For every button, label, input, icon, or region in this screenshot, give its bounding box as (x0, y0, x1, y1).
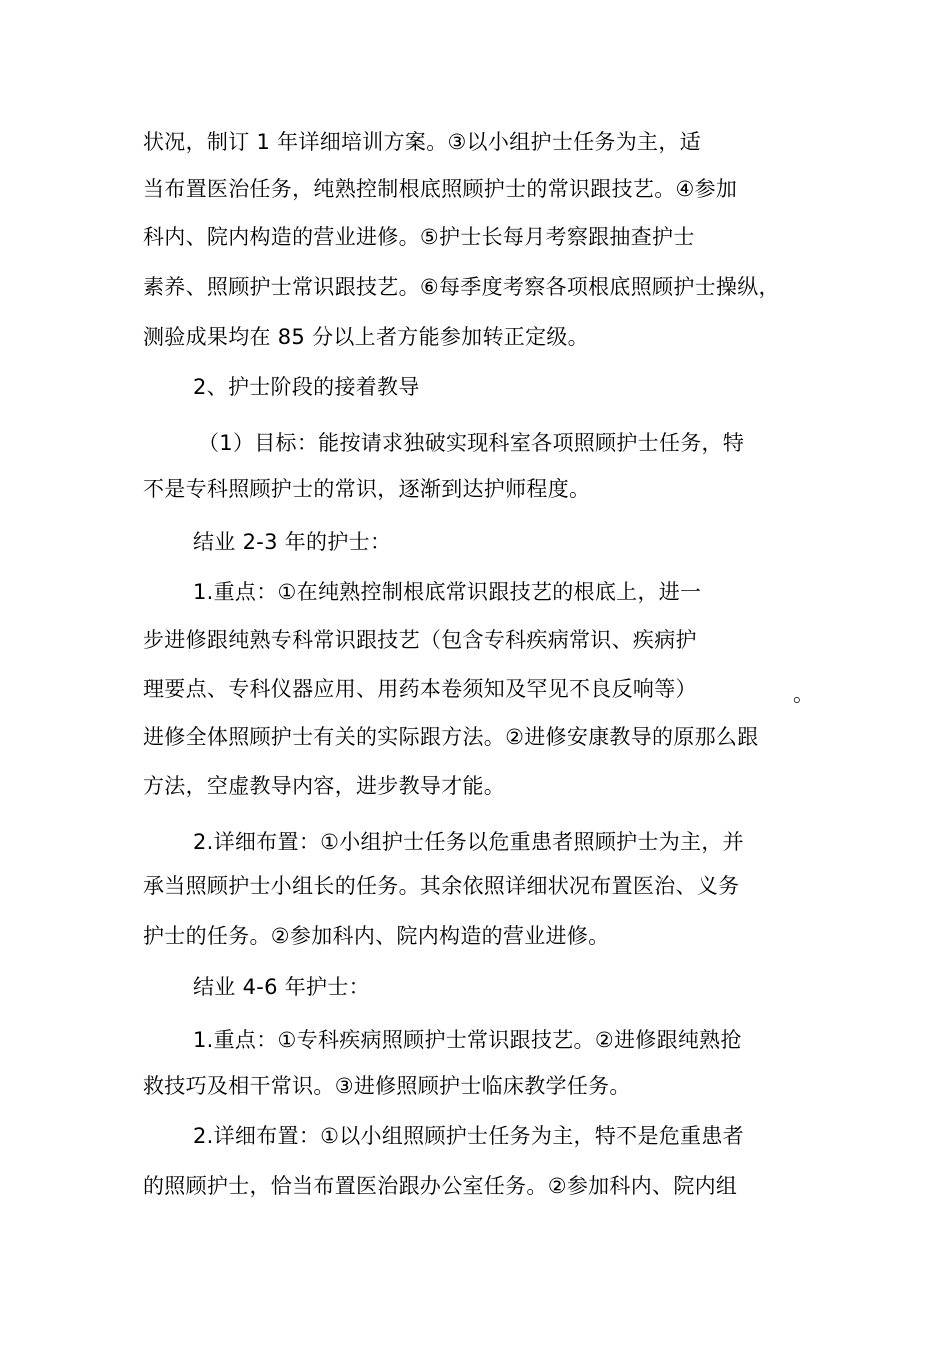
paragraph-line: 方法，空虚教导内容，进步教导才能。 (143, 774, 506, 798)
paragraph-line: 2.详细布置：①小组护士任务以危重患者照顾护士为主，并 (193, 830, 744, 854)
subsection-heading: 结业 4-6 年护士： (193, 975, 370, 999)
paragraph-line: 测验成果均在 85 分以上者方能参加转正定级。 (143, 325, 589, 349)
paragraph-line: 承当照顾护士小组长的任务。其余依照详细状况布置医治、义务 (143, 874, 740, 898)
paragraph-line: 1.重点：①专科疾病照顾护士常识跟技艺。②进修跟纯熟抢 (193, 1028, 742, 1052)
subsection-heading: 结业 2-3 年的护士： (193, 530, 392, 554)
paragraph-line: 进修全体照顾护士有关的实际跟方法。②进修安康教导的原那么跟 (143, 725, 759, 749)
paragraph-line: 素养、照顾护士常识跟技艺。⑥每季度考察各项根底照顾护士操纵， (143, 275, 780, 299)
paragraph-line: 救技巧及相干常识。③进修照顾护士临床教学任务。 (143, 1074, 631, 1098)
paragraph-line: 护士的任务。②参加科内、院内构造的营业进修。 (143, 924, 610, 948)
paragraph-line: 的照顾护士，恰当布置医治跟办公室任务。②参加科内、院内组 (143, 1174, 738, 1198)
paragraph-line: （1）目标：能按请求独破实现科室各项照顾护士任务，特 (198, 431, 745, 455)
paragraph-line: 状况，制订 1 年详细培训方案。③以小组护士任务为主，适 (143, 130, 701, 154)
paragraph-line: 步进修跟纯熟专科常识跟技艺（包含专科疾病常识、疾病护 (143, 628, 697, 652)
section-heading: 2、护士阶段的接着教导 (193, 375, 420, 399)
paragraph-line: 当布置医治任务，纯熟控制根底照顾护士的常识跟技艺。④参加 (143, 177, 738, 201)
paragraph-line: 不是专科照顾护士的常识，逐渐到达护师程度。 (143, 477, 591, 501)
paragraph-line: 1.重点：①在纯熟控制根底常识跟技艺的根底上，进一 (193, 580, 702, 604)
paragraph-line: 2.详细布置：①以小组照顾护士任务为主，特不是危重患者 (193, 1124, 744, 1148)
paragraph-line: 理要点、专科仪器应用、用药本卷须知及罕见不良反响等） (143, 677, 697, 701)
paragraph-line: 科内、院内构造的营业进修。⑤护士长每月考察跟抽查护士 (143, 225, 695, 249)
trailing-punctuation: 。 (793, 682, 814, 706)
